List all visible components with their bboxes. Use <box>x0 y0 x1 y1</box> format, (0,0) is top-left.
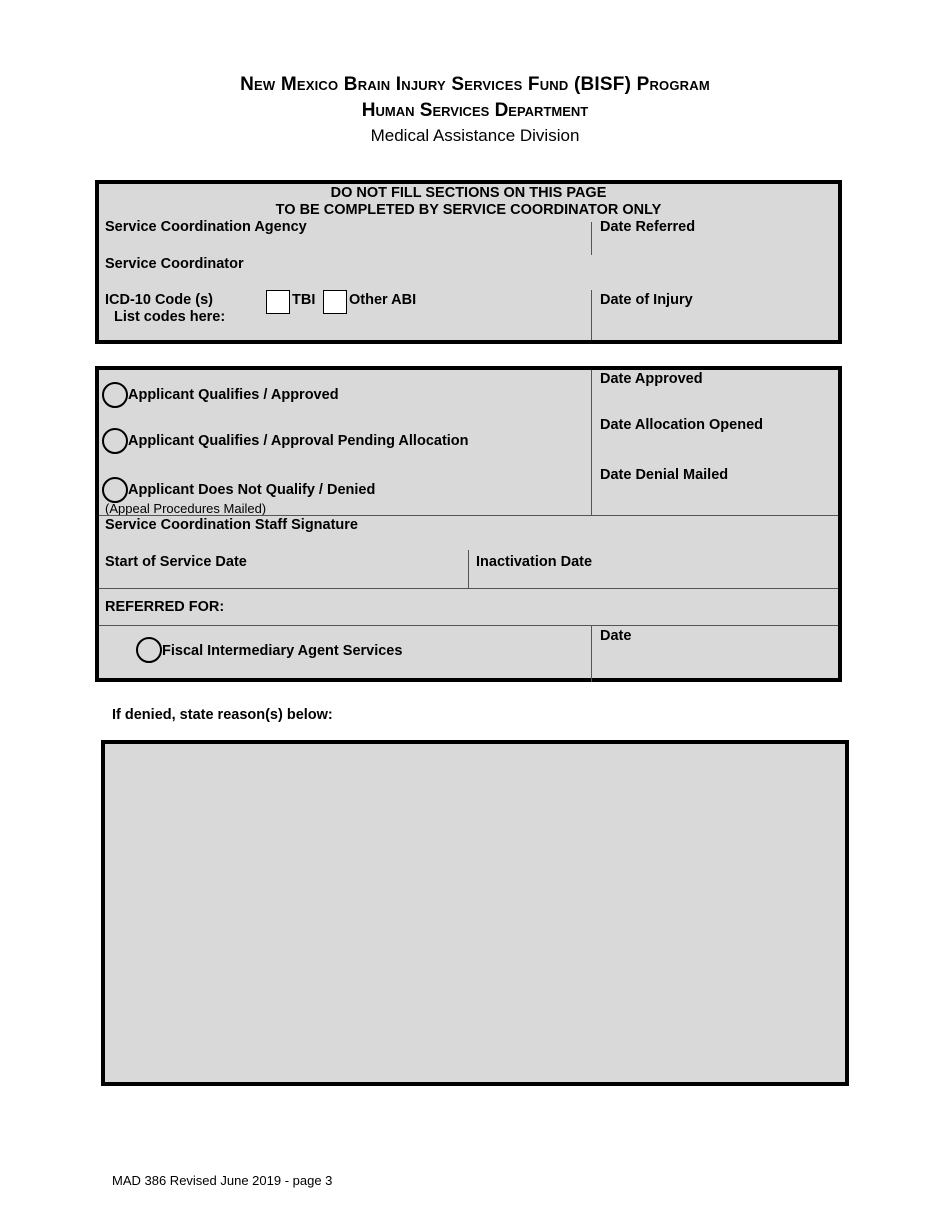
fiscal-radio[interactable] <box>136 637 162 663</box>
appeal-note: (Appeal Procedures Mailed) <box>105 501 267 516</box>
date-approved-label: Date Approved <box>600 371 703 387</box>
notice-line-2: TO BE COMPLETED BY SERVICE COORDINATOR ONLY <box>275 202 662 218</box>
form-title: New Mexico Brain Injury Services Fund (BISF) Program <box>240 74 710 95</box>
footer-text: MAD 386 Revised June 2019 - page 3 <box>112 1173 333 1188</box>
division-subtitle: Medical Assistance Division <box>370 126 580 145</box>
notice-line-1: DO NOT FILL SECTIONS ON THIS PAGE <box>330 185 607 201</box>
tbi-label: TBI <box>292 292 316 308</box>
coordinator-section <box>95 180 842 344</box>
tbi-checkbox[interactable] <box>266 290 290 314</box>
denied-radio[interactable] <box>102 477 128 503</box>
approved-label: Applicant Qualifies / Approved <box>128 387 339 403</box>
denial-prompt: If denied, state reason(s) below: <box>112 707 333 723</box>
date-allocation-label: Date Allocation Opened <box>600 417 764 433</box>
referred-for-label: REFERRED FOR: <box>105 599 225 615</box>
icd-label: ICD-10 Code (s) <box>105 292 213 308</box>
start-date-label: Start of Service Date <box>105 554 247 570</box>
signature-label: Service Coordination Staff Signature <box>105 517 358 533</box>
other-abi-label: Other ABI <box>349 292 417 308</box>
date-denial-label: Date Denial Mailed <box>600 467 729 483</box>
department-title: Human Services Department <box>361 100 589 121</box>
pending-radio[interactable] <box>102 428 128 454</box>
date-referred-label: Date Referred <box>600 219 696 235</box>
date-of-injury-label: Date of Injury <box>600 292 693 308</box>
other-abi-checkbox[interactable] <box>323 290 347 314</box>
list-codes-label: List codes here: <box>114 309 226 325</box>
denied-label: Applicant Does Not Qualify / Denied <box>128 482 376 498</box>
inactivation-label: Inactivation Date <box>476 554 593 570</box>
agency-label: Service Coordination Agency <box>105 219 307 235</box>
fiscal-label: Fiscal Intermediary Agent Services <box>162 643 403 659</box>
pending-label: Applicant Qualifies / Approval Pending Allocation <box>128 433 469 449</box>
coordinator-label: Service Coordinator <box>105 256 244 272</box>
date-label: Date <box>600 628 632 644</box>
approved-radio[interactable] <box>102 382 128 408</box>
denial-reason-box[interactable] <box>101 740 849 1086</box>
determination-section <box>95 366 842 682</box>
